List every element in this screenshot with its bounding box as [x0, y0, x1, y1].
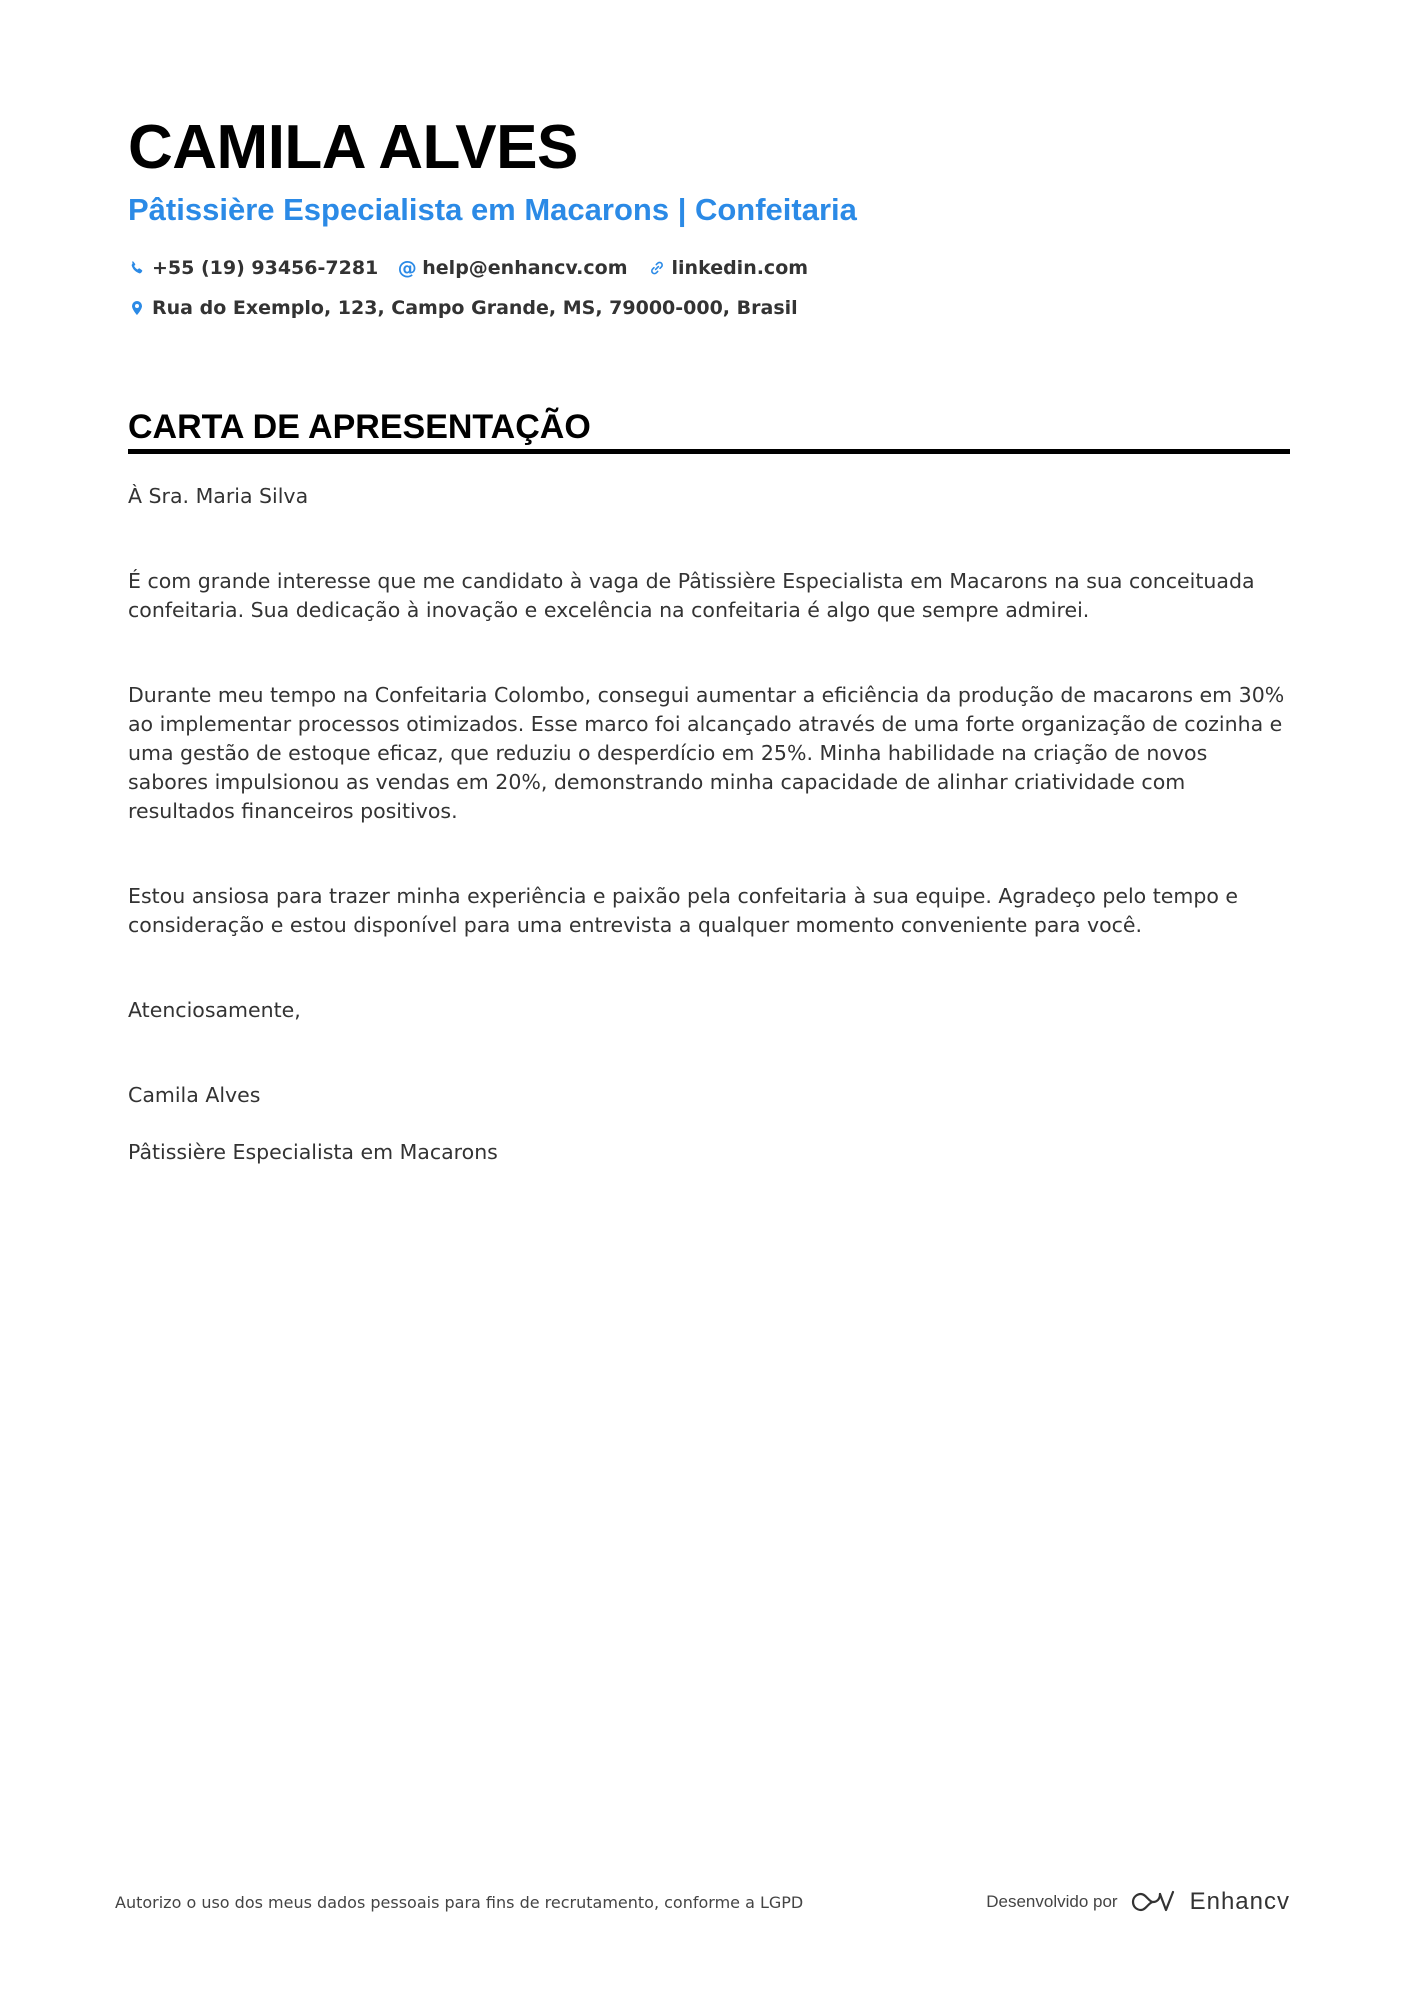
letter-salutation: À Sra. Maria Silva — [128, 484, 309, 508]
header — [128, 112, 1288, 328]
contact-info — [128, 248, 1288, 328]
signature-name: Camila Alves — [128, 1083, 261, 1107]
enhancv-logo-icon[interactable] — [1130, 1888, 1290, 1916]
letter-paragraph: Estou ansiosa para trazer minha experiência e paixão pela confeitaria à sua equipe. Agradeço pelo tempo e consideração e estou disponível para uma entrevista a qualquer momento conveniente para você. — [128, 884, 1239, 937]
contact-address — [128, 297, 798, 319]
phone-icon — [128, 259, 146, 277]
section-divider — [128, 449, 1290, 454]
address-text: Rua do Exemplo, 123, Campo Grande, MS, 79000-000, Brasil — [152, 297, 798, 319]
footer — [115, 1888, 1290, 1916]
location-pin-icon — [128, 299, 146, 317]
consent-text: Autorizo o uso dos meus dados pessoais para fins de recrutamento, conforme a LGPD — [115, 1892, 804, 1912]
contact-row-2 — [128, 288, 1288, 328]
letter-closing: Atenciosamente, — [128, 998, 301, 1022]
brand-name: Enhancv — [1189, 1888, 1290, 1915]
applicant-headline: Pâtissière Especialista em Macarons | Confeitaria — [128, 192, 857, 227]
cover-letter-section — [128, 405, 1290, 1167]
letter-paragraph: Durante meu tempo na Confeitaria Colombo, consegui aumentar a eficiência da produção de macarons em 30% ao implementar processos otimizados. Esse marco foi alcançado através de uma forte organização de cozinha e uma gestão de estoque eficaz, que reduziu o desperdício em 25%. Minha habilidade na criação de novos sabores impulsionou as vendas em 20%, demonstrando minha capacidade de alinhar criatividade com resultados financeiros positivos. — [128, 683, 1285, 823]
link-icon — [648, 259, 666, 277]
letter-paragraph: É com grande interesse que me candidato à vaga de Pâtissière Especialista em Macarons na sua conceituada confeitaria. Sua dedicação à inovação e excelência na confeitaria é algo que sempre admirei. — [128, 569, 1255, 622]
powered-by[interactable] — [986, 1888, 1290, 1916]
contact-linkedin[interactable] — [648, 257, 809, 279]
powered-by-label: Desenvolvido por — [986, 1892, 1118, 1911]
section-title: CARTA DE APRESENTAÇÃO — [128, 408, 591, 446]
applicant-name: CAMILA ALVES — [128, 113, 578, 182]
email-text[interactable]: help@enhancv.com — [422, 257, 628, 279]
linkedin-text[interactable]: linkedin.com — [671, 257, 809, 279]
at-icon: @ — [397, 257, 417, 279]
contact-row-1 — [128, 248, 1288, 288]
phone-text: +55 (19) 93456-7281 — [152, 257, 379, 279]
letter-body — [128, 482, 1290, 1167]
signature-title: Pâtissière Especialista em Macarons — [128, 1140, 498, 1164]
contact-email[interactable] — [398, 257, 627, 279]
contact-phone — [128, 257, 378, 279]
